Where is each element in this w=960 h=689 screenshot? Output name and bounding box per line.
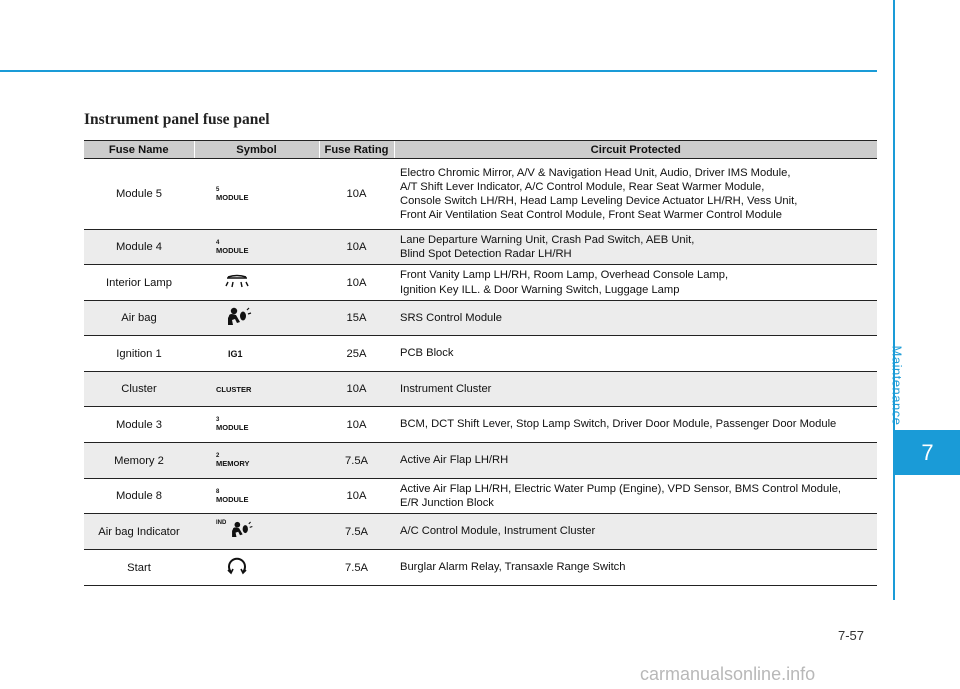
- circuit-protected: PCB Block: [394, 336, 877, 372]
- fuse-rating: 7.5A: [319, 550, 394, 586]
- table-header-row: [84, 141, 877, 159]
- circuit-protected: Instrument Cluster: [394, 372, 877, 407]
- fuse-name: Ignition 1: [84, 336, 194, 372]
- header-fuse-name: Fuse Name: [84, 141, 194, 159]
- circuit-protected: SRS Control Module: [394, 301, 877, 336]
- fuse-symbol: CLUSTER: [194, 372, 319, 407]
- start-icon: [222, 555, 252, 577]
- table-row: [84, 230, 877, 265]
- fuse-rating: 25A: [319, 336, 394, 372]
- table-row: [84, 159, 877, 230]
- fuse-rating: 10A: [319, 479, 394, 514]
- circuit-protected: Active Air Flap LH/RH: [394, 443, 877, 479]
- circuit-protected: Active Air Flap LH/RH, Electric Water Pump (Engine), VPD Sensor, BMS Control Module, E/R Junction Block: [394, 479, 877, 514]
- fuse-name: Module 8: [84, 479, 194, 514]
- fuse-symbol: 5 MODULE: [194, 159, 319, 230]
- fuse-symbol: 8 MODULE: [194, 479, 319, 514]
- fuse-name: Interior Lamp: [84, 265, 194, 301]
- circuit-protected: Electro Chromic Mirror, A/V & Navigation Head Unit, Audio, Driver IMS Module, A/T Shift Lever Indicator, A/C Control Module, Rear Seat Warmer Module, Console Switch LH/RH, Head Lamp Leveling Device Actuator LH/RH, Vess Unit, Front Air Ventilation Seat Control Module, Front Seat Warmer Control Module: [394, 159, 877, 230]
- fuse-symbol: 2 MEMORY: [194, 443, 319, 479]
- table-row: [84, 407, 877, 443]
- header-circuit-protected: Circuit Protected: [394, 141, 877, 159]
- fuse-symbol: 4 MODULE: [194, 230, 319, 265]
- circuit-protected: Front Vanity Lamp LH/RH, Room Lamp, Overhead Console Lamp, Ignition Key ILL. & Door Warning Switch, Luggage Lamp: [394, 265, 877, 301]
- fuse-rating: 10A: [319, 265, 394, 301]
- airbag-icon: [220, 306, 254, 328]
- fuse-rating: 7.5A: [319, 514, 394, 550]
- table-row: [84, 336, 877, 372]
- airbag-indicator-icon: [225, 519, 255, 541]
- table-row: [84, 372, 877, 407]
- fuse-rating: 10A: [319, 230, 394, 265]
- fuse-rating: 10A: [319, 407, 394, 443]
- fuse-rating: 7.5A: [319, 443, 394, 479]
- fuse-name: Start: [84, 550, 194, 586]
- circuit-protected: BCM, DCT Shift Lever, Stop Lamp Switch, Driver Door Module, Passenger Door Module: [394, 407, 877, 443]
- fuse-symbol: [194, 265, 319, 301]
- fuse-rating: 15A: [319, 301, 394, 336]
- fuse-rating: 10A: [319, 372, 394, 407]
- side-rule: [893, 0, 895, 600]
- fuse-name: Air bag: [84, 301, 194, 336]
- circuit-protected: Lane Departure Warning Unit, Crash Pad Switch, AEB Unit, Blind Spot Detection Radar LH/RH: [394, 230, 877, 265]
- fuse-symbol: [194, 301, 319, 336]
- circuit-protected: Burglar Alarm Relay, Transaxle Range Switch: [394, 550, 877, 586]
- fuse-symbol: [194, 550, 319, 586]
- fuse-symbol: IND: [194, 514, 319, 550]
- fuse-name: Module 4: [84, 230, 194, 265]
- watermark: carmanualsonline.info: [640, 664, 816, 684]
- table-row: [84, 514, 877, 550]
- fuse-symbol: IG1: [194, 336, 319, 372]
- chapter-number-tab: 7: [895, 430, 960, 475]
- section-title: Instrument panel fuse panel: [84, 111, 270, 128]
- fuse-rating: 10A: [319, 159, 394, 230]
- fuse-name: Cluster: [84, 372, 194, 407]
- top-rule: [0, 70, 877, 72]
- fuse-name: Air bag Indicator: [84, 514, 194, 550]
- table-row: [84, 443, 877, 479]
- fuse-table: [84, 140, 877, 586]
- table-row: [84, 550, 877, 586]
- fuse-name: Module 5: [84, 159, 194, 230]
- table-row: [84, 301, 877, 336]
- header-fuse-rating: Fuse Rating: [319, 141, 394, 159]
- table-row: [84, 479, 877, 514]
- fuse-name: Module 3: [84, 407, 194, 443]
- page-number: 7-57: [838, 628, 865, 643]
- fuse-name: Memory 2: [84, 443, 194, 479]
- interior-lamp-icon: [220, 273, 254, 289]
- fuse-symbol: 3 MODULE: [194, 407, 319, 443]
- header-symbol: Symbol: [194, 141, 319, 159]
- circuit-protected: A/C Control Module, Instrument Cluster: [394, 514, 877, 550]
- chapter-side-label: Maintenance: [889, 345, 905, 425]
- table-row: [84, 265, 877, 301]
